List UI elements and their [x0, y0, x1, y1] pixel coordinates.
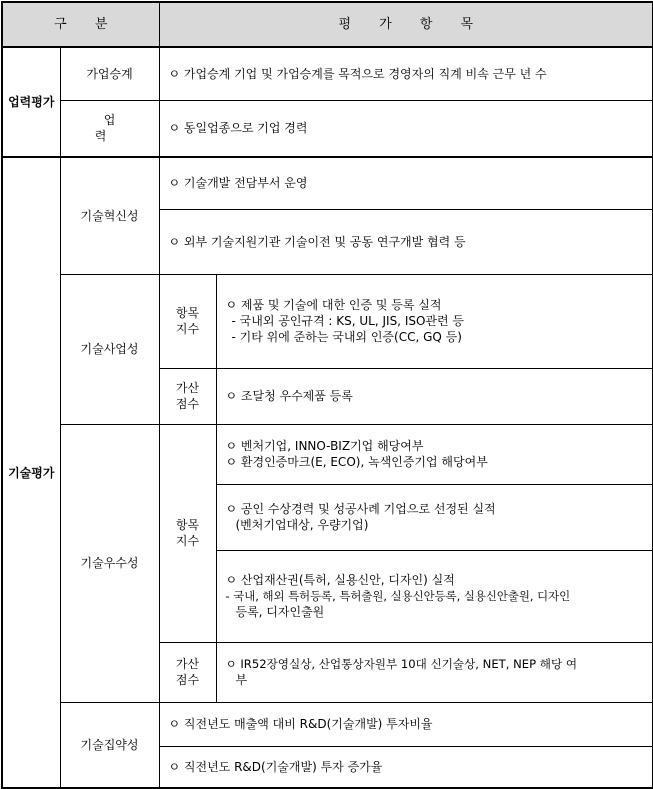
table-row: [2, 47, 653, 100]
item-intensity-1: ㅇ 직전년도 매출액 대비 R&D(기술개발) 투자비율: [159, 702, 653, 746]
category-tech: 기술평가: [2, 157, 60, 788]
subcategory-innovation: 기술혁신성: [60, 157, 159, 274]
table-row: [2, 100, 653, 157]
header-category: 구 분: [2, 2, 159, 47]
subcategory-intensity: 기술집약성: [60, 702, 159, 788]
item-succession: ㅇ 가업승계 기업 및 가업승계를 목적으로 경영자의 직계 비속 근무 년 수: [159, 47, 653, 100]
label-bonus: 가산 점수: [159, 642, 216, 702]
subcategory-history: 업 력: [60, 100, 159, 157]
item-excellence-2: ㅇ 공인 수상경력 및 성공사례 기업으로 선정된 실적 (벤처기업대상, 우량기업): [216, 484, 653, 550]
label-index: 항목 지수: [159, 274, 216, 368]
category-business: 업력평가: [2, 47, 60, 157]
item-innovation-1: ㅇ 기술개발 전담부서 운영: [159, 157, 653, 209]
subcategory-excellence: 기술우수성: [60, 424, 159, 702]
item-excellence-3: ㅇ 산업재산권(특허, 실용신안, 디자인) 실적 - 국내, 해외 특허등록, 특허출원, 실용신안등록, 실용신안출원, 디자인 등록, 디자인출원: [216, 550, 653, 642]
item-commercial-bonus: ㅇ 조달청 우수제품 등록: [216, 368, 653, 424]
item-commercial-index: ㅇ 제품 및 기술에 대한 인증 및 등록 실적 - 국내외 공인규격 : KS, UL, JIS, ISO관련 등 - 기타 위에 준하는 국내외 인증(CC, GQ 등): [216, 274, 653, 368]
subcategory-succession: 가업승계: [60, 47, 159, 100]
item-intensity-2: ㅇ 직전년도 R&D(기술개발) 투자 증가율: [159, 746, 653, 788]
subcategory-commercial: 기술사업성: [60, 274, 159, 424]
table-row: [2, 157, 653, 209]
table-row: [2, 424, 653, 484]
table-row: [2, 274, 653, 368]
header-items: 평 가 항 목: [159, 2, 653, 47]
evaluation-table: [1, 1, 653, 789]
item-innovation-2: ㅇ 외부 기술지원기관 기술이전 및 공동 연구개발 협력 등: [159, 209, 653, 274]
item-excellence-bonus: ㅇ IR52장영실상, 산업통상자원부 10대 신기술상, NET, NEP 해당 여 부: [216, 642, 653, 702]
header-row: [2, 2, 653, 47]
item-history: ㅇ 동일업종으로 기업 경력: [159, 100, 653, 157]
label-index: 항목 지수: [159, 424, 216, 642]
label-bonus: 가산 점수: [159, 368, 216, 424]
table-row: [2, 702, 653, 746]
item-excellence-1: ㅇ 벤처기업, INNO-BIZ기업 해당여부 ㅇ 환경인증마크(E, ECO), 녹색인증기업 해당여부: [216, 424, 653, 484]
